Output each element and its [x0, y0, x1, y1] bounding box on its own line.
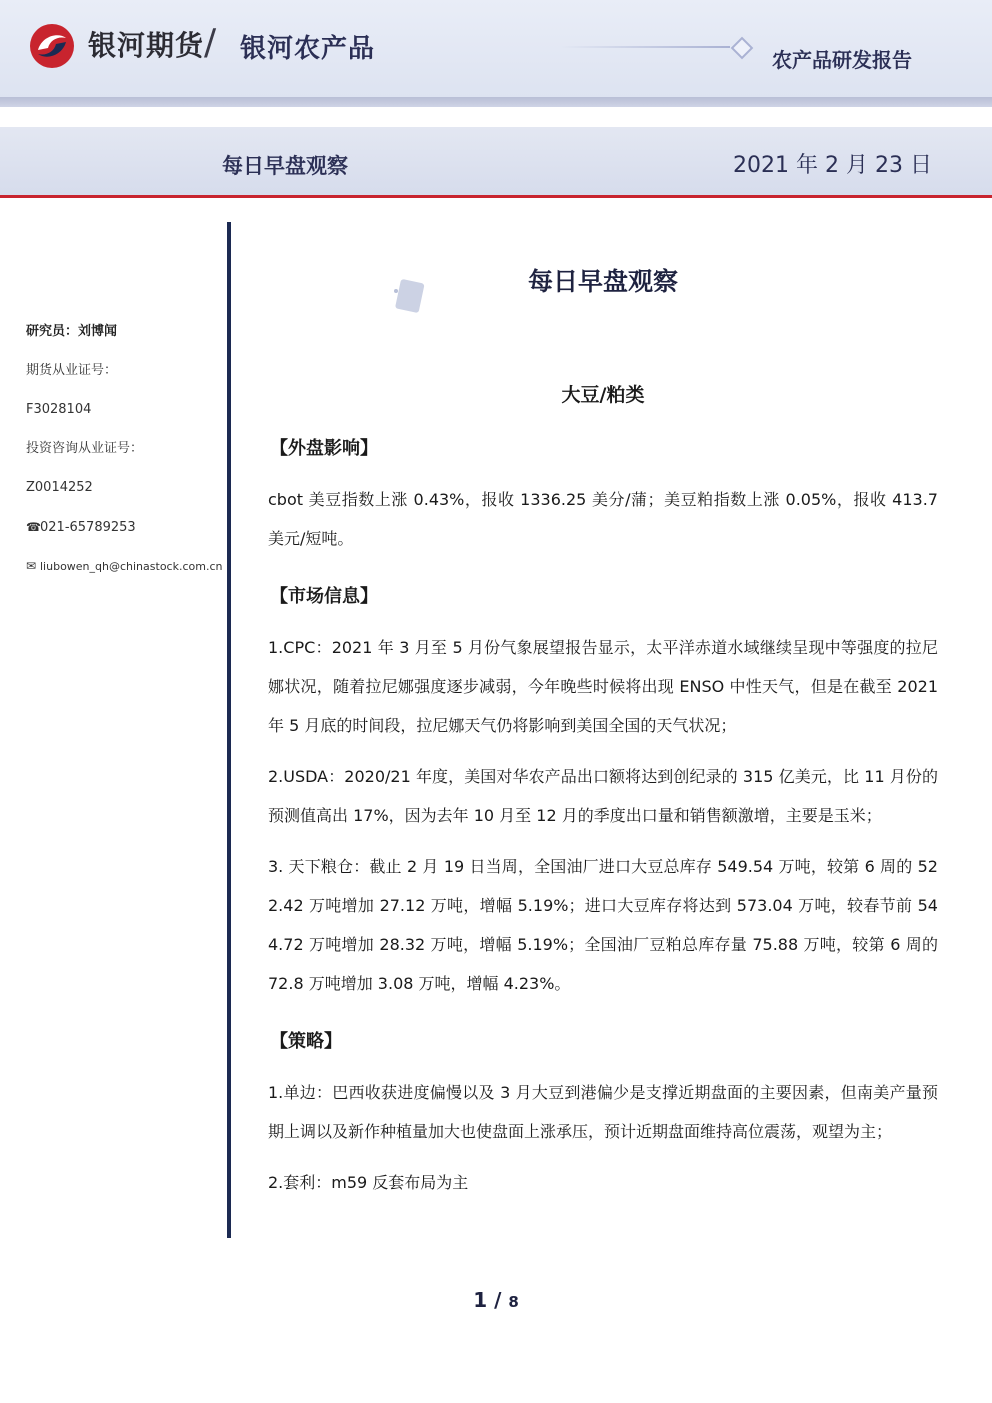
header-strip [0, 97, 992, 107]
brand-separator: / [204, 22, 217, 63]
sidebar-divider [227, 222, 231, 1238]
report-header [0, 0, 992, 98]
paragraph: 1.CPC：2021 年 3 月至 5 月份气象展望报告显示，太平洋赤道水域继续呈现中等强度的拉尼娜状况，随着拉尼娜强度逐步减弱，今年晚些时候将出现 ENSO 中性天气，但是在截至 2021 年 5 月底的时间段，拉尼娜天气仍将影响到美国全国的天气状况； [268, 638, 938, 735]
paragraph: 3. 天下粮仓：截止 2 月 19 日当周，全国油厂进口大豆总库存 549.54 万吨，较第 6 周的 522.42 万吨增加 27.12 万吨，增幅 5.19%；进口大豆库存将达到 573.04 万吨，较春节前 544.72 万吨增加 28.32 万吨，增幅 5.19%；全国油厂豆粕总库存量 75.88 万吨，较第 6 周的 72.8 万吨增加 3.08 万吨，增幅 4.23%。 [268, 857, 938, 993]
phone-icon: ☎ [26, 520, 41, 534]
invest-cert-number: Z0014252 [26, 480, 93, 495]
email-row [26, 556, 222, 595]
brand-sub-name: 银河农产品 [240, 34, 376, 64]
page-total: 8 [508, 1293, 519, 1311]
analyst-sidebar [26, 322, 222, 595]
report-type: 农产品研发报告 [772, 48, 912, 72]
phone-row [26, 517, 222, 556]
paragraph: 1.单边：巴西收获进度偏慢以及 3 月大豆到港偏少是支撑近期盘面的主要因素，但南美产量预期上调以及新作种植量加大也使盘面上涨承压，预计近期盘面维持高位震荡，观望为主； [268, 1083, 938, 1141]
paragraph: cbot 美豆指数上涨 0.43%，报收 1336.25 美分/蒲；美豆粕指数上涨 0.05%，报收 413.7 美元/短吨。 [268, 490, 938, 548]
analyst-name: 研究员：刘博闻 [26, 324, 118, 339]
invest-cert-label: 投资咨询从业证号： [26, 441, 144, 456]
red-divider [0, 195, 992, 198]
phone-number: 021-65789253 [40, 520, 136, 535]
futures-cert-number: F3028104 [26, 402, 92, 417]
block-heading-strategy: 【策略】 [270, 1031, 342, 1052]
envelope-icon: ✉ [26, 559, 37, 573]
galaxy-logo-icon [28, 22, 76, 70]
email-address[interactable]: liubowen_qh@chinastock.com.cn [40, 560, 223, 573]
block-heading-external: 【外盘影响】 [270, 438, 378, 459]
subheader-title: 每日早盘观察 [222, 154, 348, 178]
block-heading-market: 【市场信息】 [270, 586, 378, 607]
paragraph: 2.USDA：2020/21 年度，美国对华农产品出口额将达到创纪录的 315 亿美元，比 11 月份的预测值高出 17%，因为去年 10 月至 12 月的季度出口量和销售额激增，主要是玉米； [268, 767, 938, 825]
diamond-icon [731, 37, 754, 60]
page-separator: / [494, 1288, 502, 1312]
brand-name: 银河期货 [88, 29, 205, 62]
report-date: 2021 年 2 月 23 日 [733, 153, 932, 178]
report-body [268, 262, 938, 1202]
futures-cert-label: 期货从业证号： [26, 363, 118, 378]
paragraph: 2.套利：m59 反套布局为主 [268, 1173, 469, 1192]
document-title: 每日早盘观察 [527, 267, 678, 296]
section-title: 大豆/粕类 [561, 384, 645, 406]
header-divider-line [560, 46, 730, 48]
page-indicator [0, 1288, 992, 1312]
page-current: 1 [473, 1288, 488, 1312]
